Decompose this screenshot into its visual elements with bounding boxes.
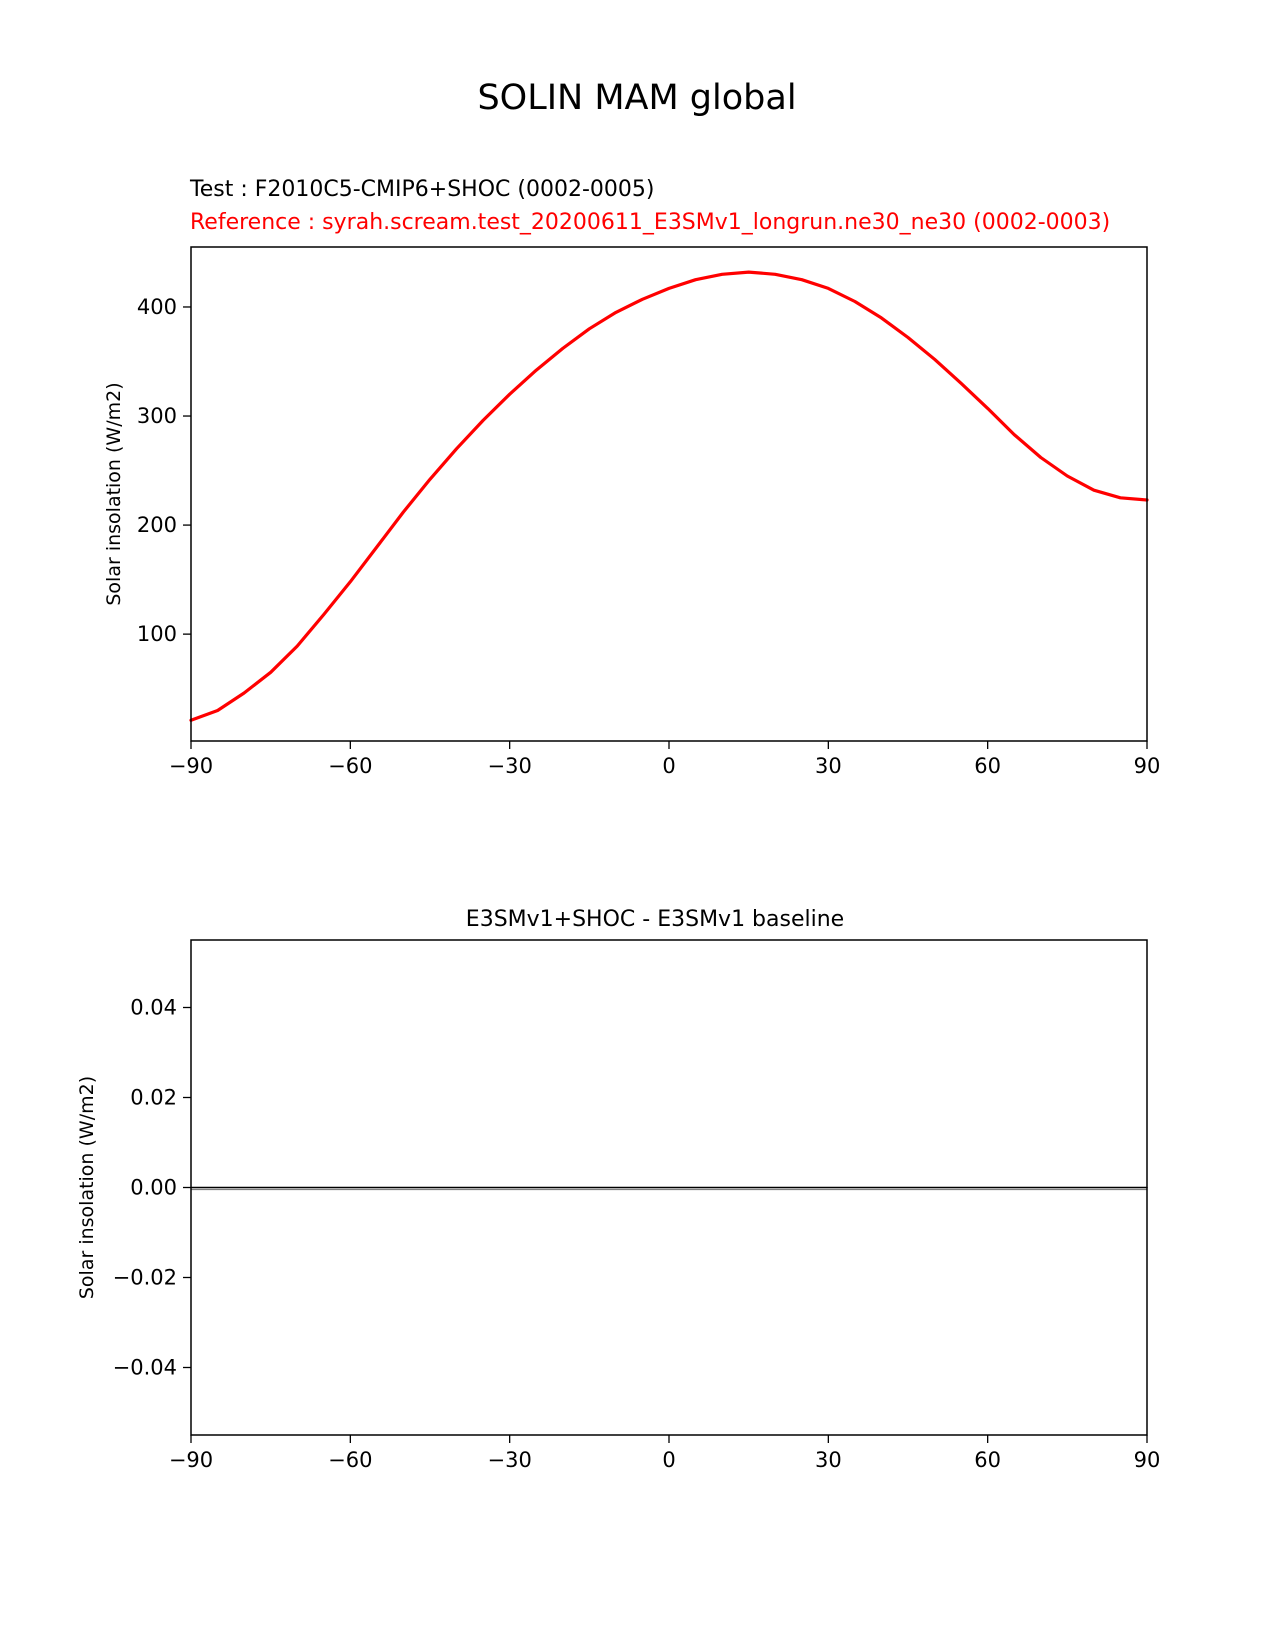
x-tick-label: 90 <box>1133 754 1161 778</box>
y-tick-label: 300 <box>136 404 177 429</box>
y-tick-label: −0.04 <box>112 1355 177 1380</box>
x-tick-label: 60 <box>974 754 1002 778</box>
x-tick-label: 30 <box>814 754 842 778</box>
y-tick-label: 0.04 <box>130 995 177 1020</box>
x-tick-label: −30 <box>487 754 532 778</box>
x-tick-label: −60 <box>328 754 373 778</box>
x-tick-label: −90 <box>168 754 214 778</box>
y-tick-label: 0.00 <box>130 1175 177 1200</box>
y-tick-label: 200 <box>136 513 177 538</box>
y-tick-label: 100 <box>136 622 177 647</box>
x-tick-label: −60 <box>328 1448 373 1472</box>
x-tick-label: 0 <box>662 754 676 778</box>
x-tick-label: 90 <box>1133 1448 1161 1472</box>
x-tick-label: 30 <box>814 1448 842 1472</box>
y-tick-label: 0.02 <box>130 1085 177 1110</box>
y-tick-label: −0.02 <box>112 1265 177 1290</box>
test-title: Test : F2010C5-CMIP6+SHOC (0002-0005) <box>190 177 655 202</box>
reference-title: Reference : syrah.scream.test_20200611_E3SMv1_longrun.ne30_ne30 (0002-0003) <box>190 210 1111 235</box>
y-axis-label: Solar insolation (W/m2) <box>76 1075 98 1300</box>
x-tick-label: −30 <box>487 1448 532 1472</box>
y-tick-label: 400 <box>136 294 177 319</box>
x-tick-label: 60 <box>974 1448 1002 1472</box>
x-tick-label: 0 <box>662 1448 676 1472</box>
difference-title: E3SMv1+SHOC - E3SMv1 baseline <box>465 907 845 932</box>
y-axis-label: Solar insolation (W/m2) <box>103 382 125 606</box>
x-tick-label: −90 <box>168 1448 214 1472</box>
figure-suptitle: SOLIN MAM global <box>477 78 797 118</box>
